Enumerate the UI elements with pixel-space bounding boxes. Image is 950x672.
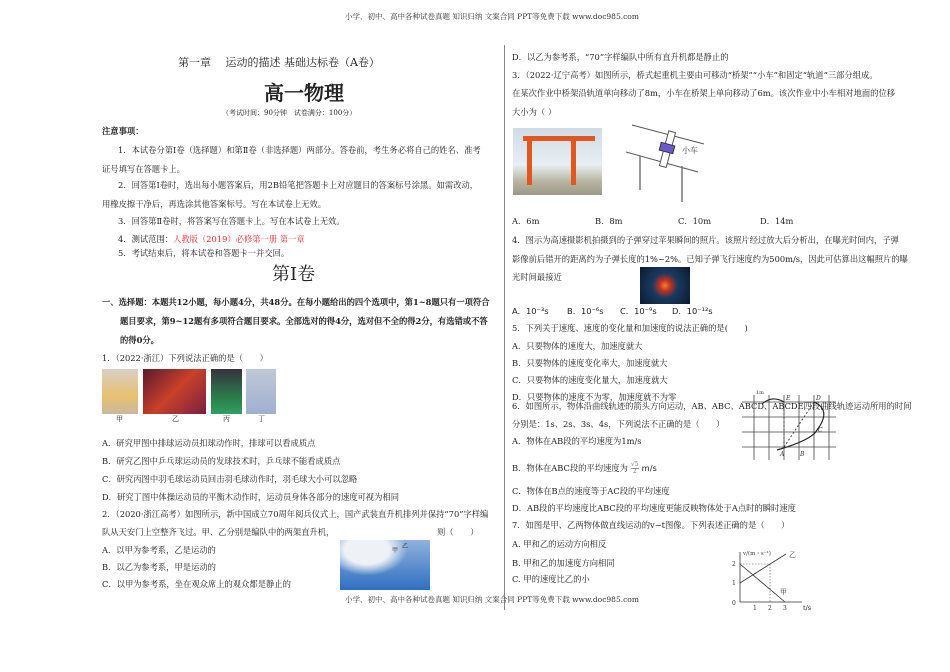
q4-stem-2: 影像前后错开的距离约为子弹长度的1%~2%。已知子弹飞行速度约为500m/s，因此可估算出这幅照片的曝 [512,254,908,264]
test-range: 人教版（2019）必修第一册 第一章 [173,234,305,244]
y-tick-2: 2 [732,561,736,568]
note-1-cont: 证号填写在答题卡上。 [102,164,185,174]
section-instruction: 一、选择题：本题共12小题，每小题4分，共48分。在每小题给出的四个选项中，第1~8题只有一项符合 [102,297,490,307]
fig-label-jia: 甲 [392,547,399,554]
fraction-numerator: √5 [630,461,639,468]
gymnastics-photo [246,369,276,414]
q6-option-d: D．AB段的平均速度比ABC段的平均速度更能反映物体处于A点时的瞬时速度 [512,503,796,513]
section-title: 第Ⅰ卷 [272,264,316,285]
q1-label-yi: 乙 [172,415,179,423]
x-axis-label: t/s [803,604,812,612]
q3-option-c: C．10m [678,216,712,226]
q6-stem-2: 分别是：1s、2s、3s、4s，下列说法不正确的是（ ） [512,419,725,429]
series-jia-label: 甲 [780,588,787,596]
q3-stem-2: 在某次作业中桥架沿轨道单向移动了8m，小车在桥架上单向移动了6m。该次作业中小车相对地面的位移 [512,88,896,98]
exam-info: （考试时间：90分钟 试卷满分：100分） [222,109,357,117]
q5-option-d: D．只要物体的速度不为零，加速度就不为零 [512,392,677,402]
q2-option-c: C．以甲为参考系，坐在观众席上的观众都是静止的 [102,579,291,589]
x-tick-2: 2 [768,605,772,612]
point-b-label: B [800,451,805,458]
q7-stem: 7．如图是甲、乙两物体做直线运动的v−t图像。下列表述正确的是（ ） [512,520,790,530]
badminton-photo [211,369,242,414]
q6-option-c: C．物体在B点的速度等于AC段的平均速度 [512,486,670,496]
bullet-apple-photo [640,267,690,304]
note-2: 2．回答第Ⅰ卷时，选出每小题答案后，用2B铅笔把答题卡上对应题目的答案标号涂黑。如需改动， [118,180,479,190]
q3-option-d: D．14m [760,216,794,226]
watermark-bottom: 小学、初中、高中各种试卷真题 知识归纳 文案合同 PPT等免费下载 www.doc985.com [345,595,639,604]
q5-stem: 5．下列关于速度、速度的变化量和加速度的说法正确的是( ) [512,323,748,333]
q2-option-a: A．以甲为参考系，乙是运动的 [102,545,216,555]
grid-unit-label: 1m [756,390,764,396]
q7-option-a: A. 甲和乙的运动方向相反 [512,539,607,549]
q5-option-c: C．只要物体的速度变化量大，加速度就大 [512,375,668,385]
series-yi-label: 乙 [789,551,796,559]
q1-option-c: C．研究丙图中羽毛球运动员回击羽毛球动作时，羽毛球大小可以忽略 [102,474,358,484]
q4-option-a: A．10⁻³s [512,306,549,316]
x-tick-3: 3 [783,605,787,612]
note-4 [118,235,305,243]
note-5: 5．考试结束后，将本试卷和答题卡一并交回。 [118,248,290,258]
q1-option-d: D．研究丁图中体操运动员的平衡木动作时，运动员身体各部分的速度可视为相同 [102,492,400,502]
section-instruction-2: 题目要求，第9~12题有多项符合题目要求。全部选对的得4分，选对但不全的得2分，有选错或不答 [120,316,488,326]
note-3: 3．回答第Ⅱ卷时，将答案写在答题卡上。写在本试卷上无效。 [118,216,345,226]
q1-label-jia: 甲 [116,415,123,423]
note-2-cont: 用橡皮擦干净后，再选涂其他答案标号。写在本试卷上无效。 [102,199,327,209]
page-title: 高一物理 [264,81,344,105]
q2-stem-3: 则（ ） [437,527,479,537]
helicopter-formation-photo [340,540,430,590]
q4-stem: 4．图示为高速摄影机拍摄到的子弹穿过苹果瞬间的照片。该照片经过放大后分析出，在曝光时间内，子弹 [512,235,899,245]
point-a-label: A [780,451,785,458]
q4-option-b: B．10⁻⁶s [567,306,604,316]
q7-option-b: B. 甲和乙的加速度方向相同 [512,558,615,568]
note-4-prefix: 4．测试范围： [118,234,174,244]
watermark-top: 小学、初中、高中各种试卷真题 知识归纳 文案合同 PPT等免费下载 www.doc985.com [345,12,639,21]
q5-option-a: A．只要物体的速度大，加速度就大 [512,341,643,351]
y-tick-0: 0 [732,600,736,607]
q7-option-c: C. 甲的速度比乙的小 [512,574,590,584]
volleyball-photo [102,369,138,414]
q4-option-c: C．10⁻⁹s [620,306,657,316]
q5-option-b: B．只要物体的速度变化率大，加速度就大 [512,358,668,368]
fraction [631,462,639,475]
q1-option-a: A．研究甲图中排球运动员扣球动作时，排球可以看成质点 [102,438,316,448]
q1-option-b: B．研究乙图中乒乓球运动员的发球技术时，乒乓球不能看成质点 [102,456,341,466]
section-instruction-3: 的得0分。 [120,335,159,345]
q4-option-d: D．10⁻¹²s [672,306,713,316]
crane-photo [513,128,602,195]
q2-option-b: B．以乙为参考系，甲是运动的 [102,562,216,572]
q4-stem-3: 光时间最接近 [512,272,562,282]
q2-stem: 2．（2020·浙江高考）如图所示，新中国成立70周年阅兵仪式上，国产武装直升机排列并保持“70”字样编 [102,509,489,519]
q6-stem: 6．如图所示，物体沿曲线轨迹的箭头方向运动，AB、ABC、ABCD、ABCDE四段曲线轨迹运动所用的时间 [512,401,912,411]
y-axis-label: v/(m・s⁻¹) [743,551,771,557]
q1-stem: 1．（2022·浙江）下列说法正确的是（ ） [102,353,268,363]
q1-label-ding: 丁 [258,415,265,423]
note-1: 1．本试卷分第Ⅰ卷（选择题）和第Ⅱ卷（非选择题）两部分。答卷前，考生务必将自己的姓名、准考 [118,145,481,155]
chapter-title: 第一章 运动的描述 基础达标卷（A卷） [178,56,380,69]
y-tick-1: 1 [732,580,736,587]
q3-stem-3: 大小为（ ） [512,107,557,117]
q3-option-b: B．8m [595,216,623,226]
q3-stem: 3．（2022·辽宁高考）如图所示，桥式起重机主要由可移动“桥架”“小车”和固定“轨道”三部分组成。 [512,70,878,80]
series-yi-line [740,554,786,583]
x-tick-1: 1 [753,605,757,612]
notes-title: 注意事项： [102,126,144,136]
crane-diagram [620,120,710,205]
point-d-label: D [816,395,821,402]
column-divider [504,45,505,610]
q6-option-a: A．物体在AB段的平均速度为1m/s [512,436,642,446]
q3-option-a: A．6m [512,216,540,226]
vt-graph [730,548,822,614]
q2-option-d: D．以乙为参考系，“70”字样编队中所有直升机都是静止的 [512,52,729,62]
q6-option-b-unit: m/s [641,463,657,473]
q2-stem-2: 队从天安门上空整齐飞过。甲、乙分别是编队中的两架直升机， [102,527,335,537]
fraction-denominator: 2 [632,468,637,475]
point-c-label: C [818,427,823,434]
fig-label-yi: 乙 [402,543,409,550]
q6-option-b [512,462,657,475]
point-e-label: E [786,395,791,402]
q6-option-b-text: B．物体在ABC段的平均速度为 [512,463,628,473]
q1-label-bing: 丙 [223,415,230,423]
table-tennis-photo [143,369,206,414]
series-jia-line [740,564,785,602]
trolley-label: 小车 [682,146,698,155]
